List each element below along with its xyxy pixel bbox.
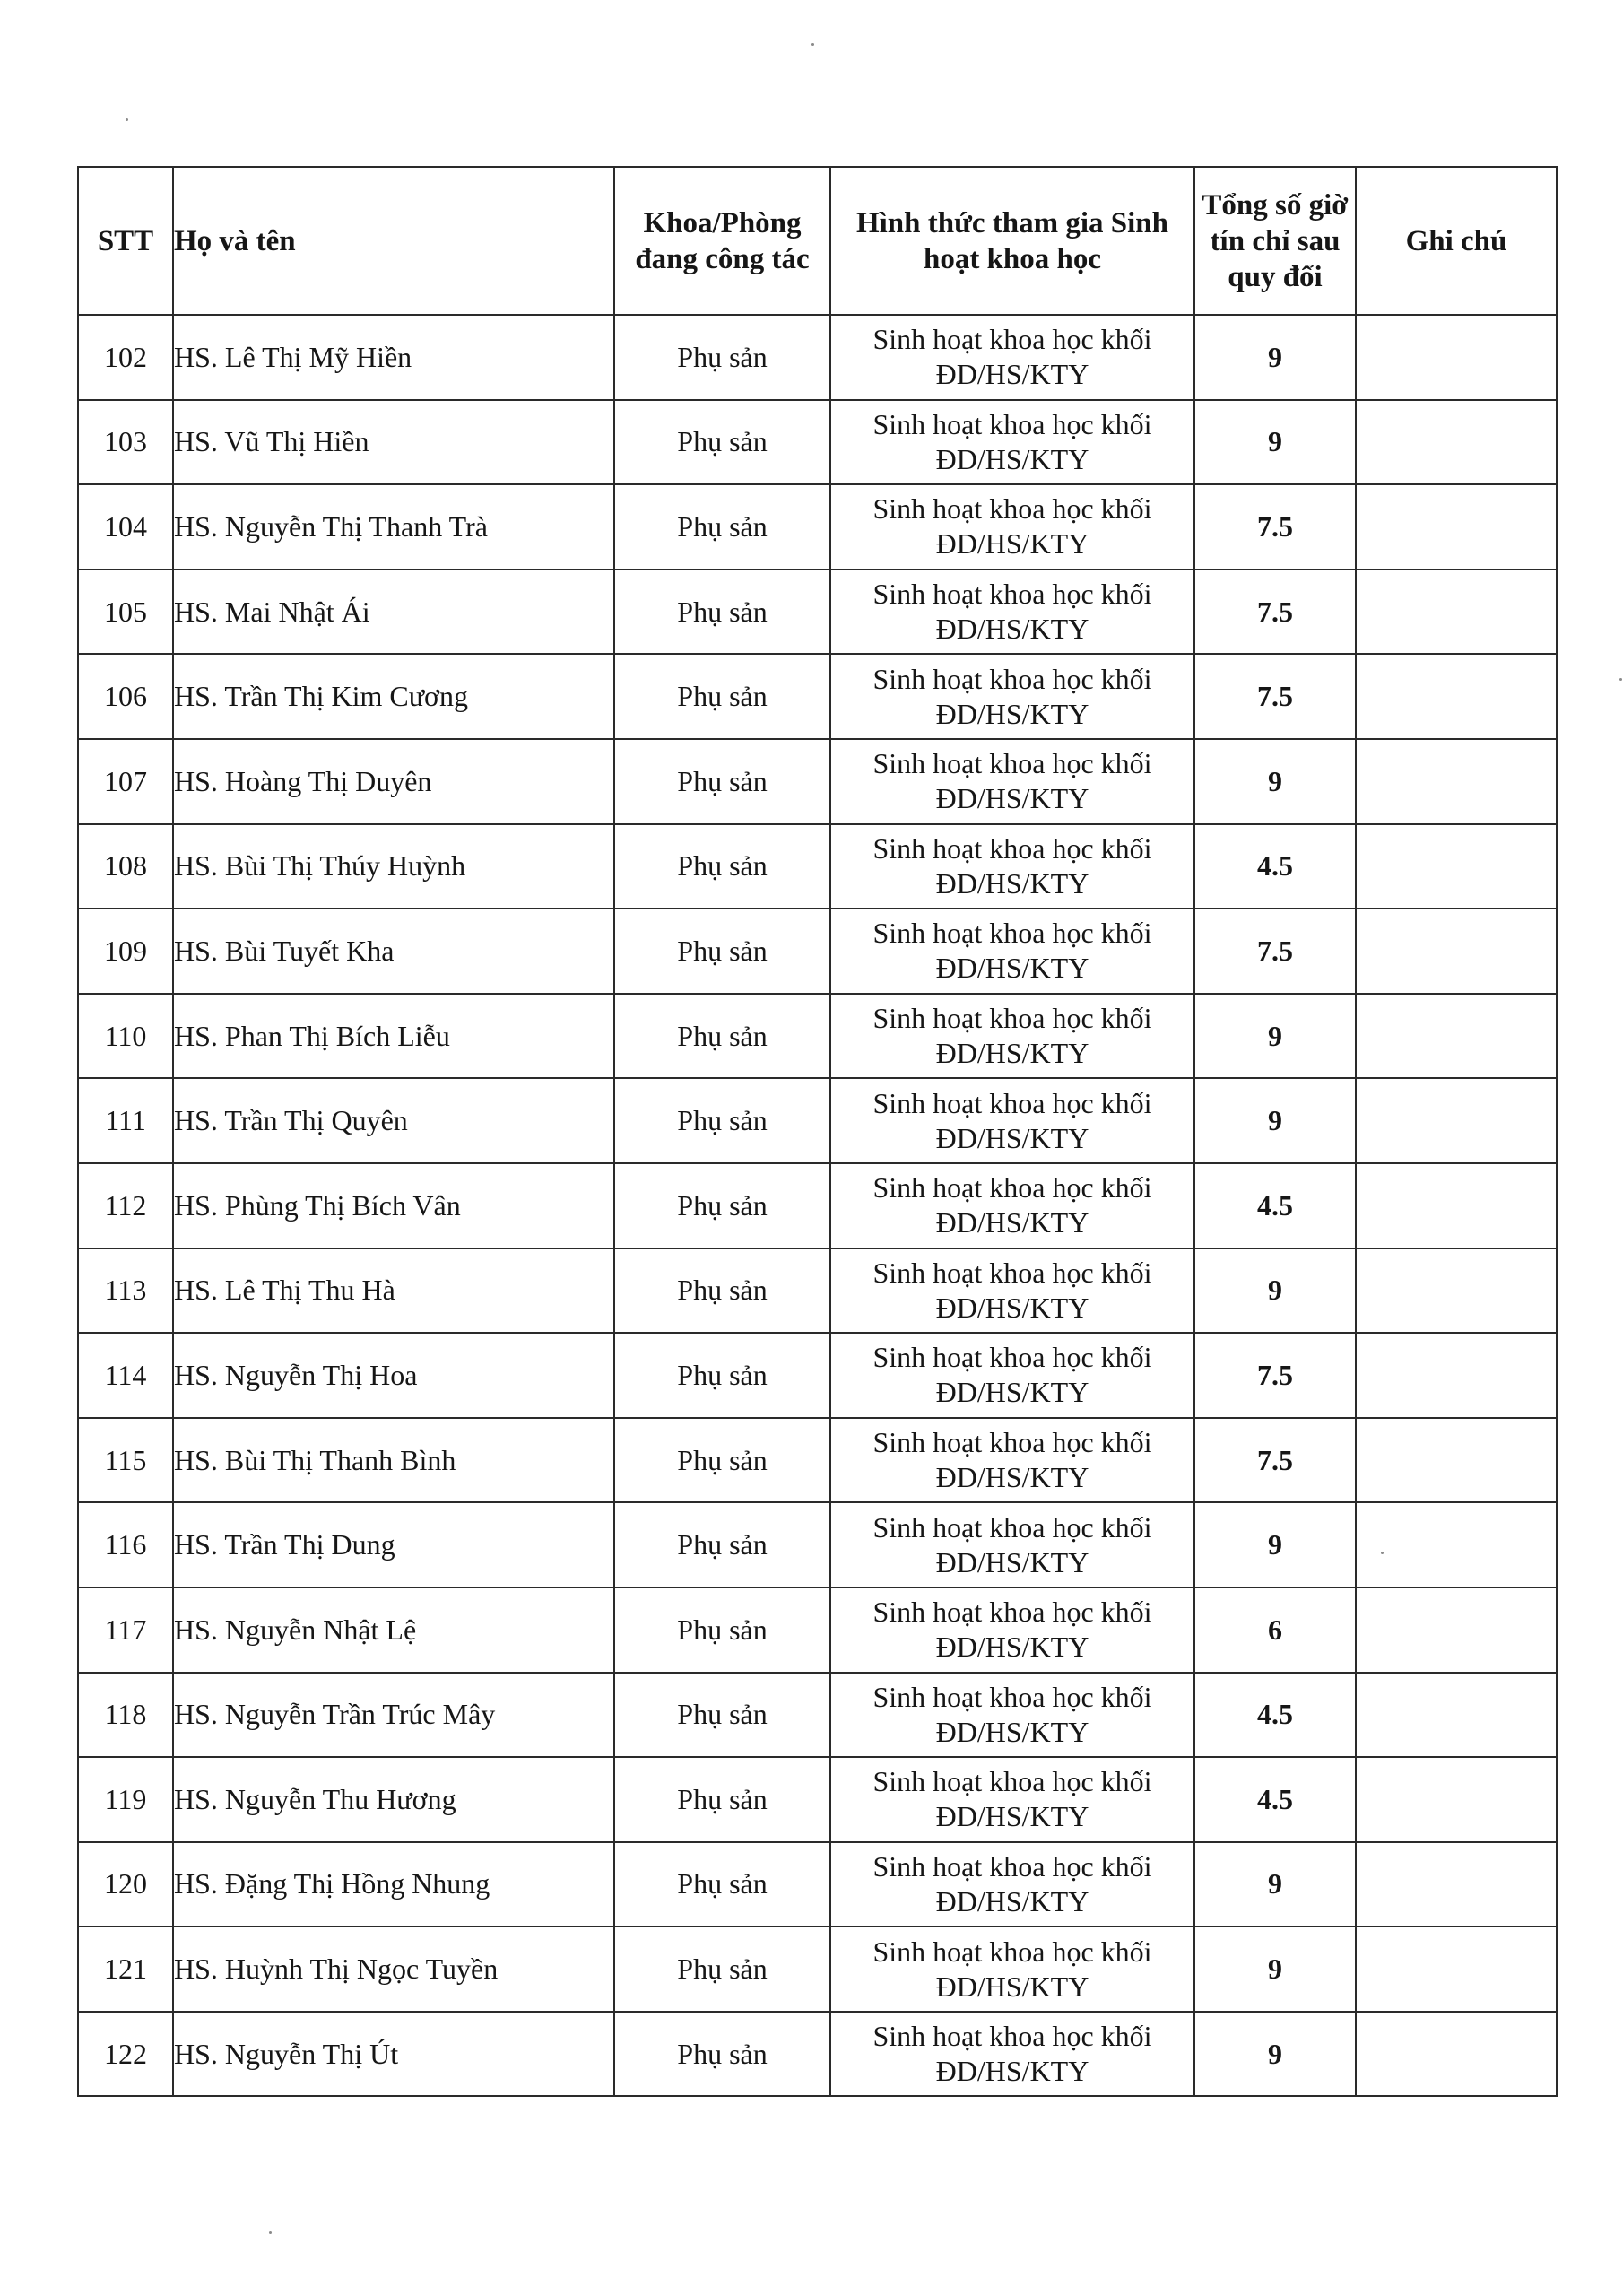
cell-note <box>1356 994 1557 1079</box>
cell-department: Phụ sản <box>614 570 830 655</box>
cell-credit-hours: 9 <box>1194 1502 1356 1587</box>
table-row <box>78 1163 1557 1248</box>
table-row <box>78 1757 1557 1842</box>
cell-participation-form: Sinh hoạt khoa học khối ĐD/HS/KTY <box>830 1842 1194 1927</box>
cell-name: HS. Nguyễn Thu Hương <box>173 1757 614 1842</box>
cell-participation-form: Sinh hoạt khoa học khối ĐD/HS/KTY <box>830 994 1194 1079</box>
cell-participation-form: Sinh hoạt khoa học khối ĐD/HS/KTY <box>830 654 1194 739</box>
cell-credit-hours: 9 <box>1194 315 1356 400</box>
cell-participation-form: Sinh hoạt khoa học khối ĐD/HS/KTY <box>830 400 1194 485</box>
cell-name: HS. Phùng Thị Bích Vân <box>173 1163 614 1248</box>
cell-note <box>1356 1078 1557 1163</box>
cell-participation-form: Sinh hoạt khoa học khối ĐD/HS/KTY <box>830 315 1194 400</box>
table-row <box>78 824 1557 909</box>
scan-speck <box>1381 1552 1384 1554</box>
header-department: Khoa/Phòng đang công tác <box>614 167 830 315</box>
cell-name: HS. Nguyễn Thị Út <box>173 2012 614 2097</box>
table-row <box>78 739 1557 824</box>
cell-name: HS. Nguyễn Nhật Lệ <box>173 1587 614 1673</box>
scan-speck <box>812 43 814 46</box>
cell-name: HS. Bùi Thị Thúy Huỳnh <box>173 824 614 909</box>
cell-stt: 110 <box>78 994 173 1079</box>
cell-participation-form: Sinh hoạt khoa học khối ĐD/HS/KTY <box>830 484 1194 570</box>
cell-participation-form: Sinh hoạt khoa học khối ĐD/HS/KTY <box>830 2012 1194 2097</box>
cell-note <box>1356 484 1557 570</box>
cell-participation-form: Sinh hoạt khoa học khối ĐD/HS/KTY <box>830 570 1194 655</box>
table-row <box>78 1248 1557 1334</box>
cell-stt: 114 <box>78 1333 173 1418</box>
cell-credit-hours: 9 <box>1194 739 1356 824</box>
cell-credit-hours: 9 <box>1194 1078 1356 1163</box>
cell-note <box>1356 1163 1557 1248</box>
cell-participation-form: Sinh hoạt khoa học khối ĐD/HS/KTY <box>830 1163 1194 1248</box>
table-row <box>78 909 1557 994</box>
header-note: Ghi chú <box>1356 167 1557 315</box>
cell-department: Phụ sản <box>614 484 830 570</box>
cell-note <box>1356 654 1557 739</box>
cell-stt: 109 <box>78 909 173 994</box>
table-row <box>78 484 1557 570</box>
cell-department: Phụ sản <box>614 909 830 994</box>
cell-name: HS. Vũ Thị Hiền <box>173 400 614 485</box>
cell-name: HS. Đặng Thị Hồng Nhung <box>173 1842 614 1927</box>
cell-credit-hours: 7.5 <box>1194 909 1356 994</box>
cell-note <box>1356 1333 1557 1418</box>
table-row <box>78 315 1557 400</box>
table-row <box>78 1926 1557 2012</box>
cell-note <box>1356 739 1557 824</box>
cell-note <box>1356 1248 1557 1334</box>
cell-department: Phụ sản <box>614 1842 830 1927</box>
cell-name: HS. Hoàng Thị Duyên <box>173 739 614 824</box>
cell-participation-form: Sinh hoạt khoa học khối ĐD/HS/KTY <box>830 1757 1194 1842</box>
table-row <box>78 1502 1557 1587</box>
cell-note <box>1356 1842 1557 1927</box>
table-row <box>78 1673 1557 1758</box>
cell-name: HS. Nguyễn Thị Thanh Trà <box>173 484 614 570</box>
table-body <box>78 315 1557 2096</box>
cell-note <box>1356 315 1557 400</box>
cell-note <box>1356 1587 1557 1673</box>
cell-department: Phụ sản <box>614 1926 830 2012</box>
cell-name: HS. Nguyễn Trần Trúc Mây <box>173 1673 614 1758</box>
cell-participation-form: Sinh hoạt khoa học khối ĐD/HS/KTY <box>830 824 1194 909</box>
scan-speck <box>1619 678 1622 681</box>
cell-stt: 108 <box>78 824 173 909</box>
cell-credit-hours: 7.5 <box>1194 484 1356 570</box>
cell-note <box>1356 1418 1557 1503</box>
cell-participation-form: Sinh hoạt khoa học khối ĐD/HS/KTY <box>830 1926 1194 2012</box>
cell-stt: 121 <box>78 1926 173 2012</box>
cell-department: Phụ sản <box>614 654 830 739</box>
cell-participation-form: Sinh hoạt khoa học khối ĐD/HS/KTY <box>830 1418 1194 1503</box>
table-row <box>78 400 1557 485</box>
header-participation-form: Hình thức tham gia Sinh hoạt khoa học <box>830 167 1194 315</box>
cell-stt: 122 <box>78 2012 173 2097</box>
cell-credit-hours: 9 <box>1194 2012 1356 2097</box>
cell-stt: 113 <box>78 1248 173 1334</box>
cell-stt: 119 <box>78 1757 173 1842</box>
cell-credit-hours: 7.5 <box>1194 1418 1356 1503</box>
cell-name: HS. Bùi Tuyết Kha <box>173 909 614 994</box>
table-row <box>78 654 1557 739</box>
cell-department: Phụ sản <box>614 315 830 400</box>
cell-department: Phụ sản <box>614 1757 830 1842</box>
cell-stt: 107 <box>78 739 173 824</box>
scan-speck <box>126 118 128 121</box>
cell-stt: 115 <box>78 1418 173 1503</box>
cell-name: HS. Trần Thị Dung <box>173 1502 614 1587</box>
cell-department: Phụ sản <box>614 1587 830 1673</box>
scan-speck <box>269 2231 272 2234</box>
table-row <box>78 570 1557 655</box>
cell-participation-form: Sinh hoạt khoa học khối ĐD/HS/KTY <box>830 1587 1194 1673</box>
cell-name: HS. Mai Nhật Ái <box>173 570 614 655</box>
cell-participation-form: Sinh hoạt khoa học khối ĐD/HS/KTY <box>830 909 1194 994</box>
cell-credit-hours: 7.5 <box>1194 1333 1356 1418</box>
cell-department: Phụ sản <box>614 739 830 824</box>
table-row <box>78 1418 1557 1503</box>
participant-table <box>77 166 1558 2097</box>
cell-stt: 120 <box>78 1842 173 1927</box>
cell-note <box>1356 1926 1557 2012</box>
cell-stt: 102 <box>78 315 173 400</box>
cell-credit-hours: 4.5 <box>1194 1757 1356 1842</box>
table-row <box>78 2012 1557 2097</box>
cell-credit-hours: 4.5 <box>1194 824 1356 909</box>
cell-note <box>1356 1673 1557 1758</box>
table-row <box>78 1587 1557 1673</box>
cell-department: Phụ sản <box>614 400 830 485</box>
cell-note <box>1356 909 1557 994</box>
cell-participation-form: Sinh hoạt khoa học khối ĐD/HS/KTY <box>830 1673 1194 1758</box>
cell-stt: 112 <box>78 1163 173 1248</box>
cell-note <box>1356 1502 1557 1587</box>
cell-note <box>1356 400 1557 485</box>
cell-stt: 118 <box>78 1673 173 1758</box>
table-row <box>78 994 1557 1079</box>
cell-department: Phụ sản <box>614 1163 830 1248</box>
header-stt: STT <box>78 167 173 315</box>
cell-participation-form: Sinh hoạt khoa học khối ĐD/HS/KTY <box>830 1248 1194 1334</box>
cell-department: Phụ sản <box>614 994 830 1079</box>
cell-stt: 111 <box>78 1078 173 1163</box>
cell-department: Phụ sản <box>614 824 830 909</box>
cell-name: HS. Trần Thị Kim Cương <box>173 654 614 739</box>
cell-credit-hours: 9 <box>1194 1926 1356 2012</box>
cell-stt: 103 <box>78 400 173 485</box>
cell-name: HS. Trần Thị Quyên <box>173 1078 614 1163</box>
cell-name: HS. Lê Thị Mỹ Hiền <box>173 315 614 400</box>
cell-credit-hours: 9 <box>1194 1248 1356 1334</box>
cell-department: Phụ sản <box>614 2012 830 2097</box>
cell-participation-form: Sinh hoạt khoa học khối ĐD/HS/KTY <box>830 1078 1194 1163</box>
cell-credit-hours: 9 <box>1194 1842 1356 1927</box>
cell-credit-hours: 4.5 <box>1194 1673 1356 1758</box>
cell-credit-hours: 7.5 <box>1194 654 1356 739</box>
cell-stt: 104 <box>78 484 173 570</box>
cell-department: Phụ sản <box>614 1248 830 1334</box>
cell-stt: 116 <box>78 1502 173 1587</box>
cell-credit-hours: 6 <box>1194 1587 1356 1673</box>
table-header-row <box>78 167 1557 315</box>
cell-name: HS. Huỳnh Thị Ngọc Tuyền <box>173 1926 614 2012</box>
cell-stt: 106 <box>78 654 173 739</box>
cell-participation-form: Sinh hoạt khoa học khối ĐD/HS/KTY <box>830 1333 1194 1418</box>
cell-stt: 105 <box>78 570 173 655</box>
cell-participation-form: Sinh hoạt khoa học khối ĐD/HS/KTY <box>830 1502 1194 1587</box>
header-name: Họ và tên <box>173 167 614 315</box>
cell-department: Phụ sản <box>614 1673 830 1758</box>
cell-note <box>1356 824 1557 909</box>
cell-name: HS. Bùi Thị Thanh Bình <box>173 1418 614 1503</box>
cell-credit-hours: 4.5 <box>1194 1163 1356 1248</box>
cell-department: Phụ sản <box>614 1078 830 1163</box>
cell-name: HS. Lê Thị Thu Hà <box>173 1248 614 1334</box>
cell-credit-hours: 9 <box>1194 994 1356 1079</box>
cell-name: HS. Phan Thị Bích Liễu <box>173 994 614 1079</box>
cell-department: Phụ sản <box>614 1418 830 1503</box>
header-credit-hours: Tổng số giờ tín chỉ sau quy đổi <box>1194 167 1356 315</box>
cell-note <box>1356 1757 1557 1842</box>
cell-note <box>1356 2012 1557 2097</box>
cell-note <box>1356 570 1557 655</box>
cell-credit-hours: 9 <box>1194 400 1356 485</box>
cell-name: HS. Nguyễn Thị Hoa <box>173 1333 614 1418</box>
cell-participation-form: Sinh hoạt khoa học khối ĐD/HS/KTY <box>830 739 1194 824</box>
cell-department: Phụ sản <box>614 1333 830 1418</box>
table-row <box>78 1842 1557 1927</box>
cell-department: Phụ sản <box>614 1502 830 1587</box>
table-row <box>78 1333 1557 1418</box>
cell-stt: 117 <box>78 1587 173 1673</box>
cell-credit-hours: 7.5 <box>1194 570 1356 655</box>
table-row <box>78 1078 1557 1163</box>
